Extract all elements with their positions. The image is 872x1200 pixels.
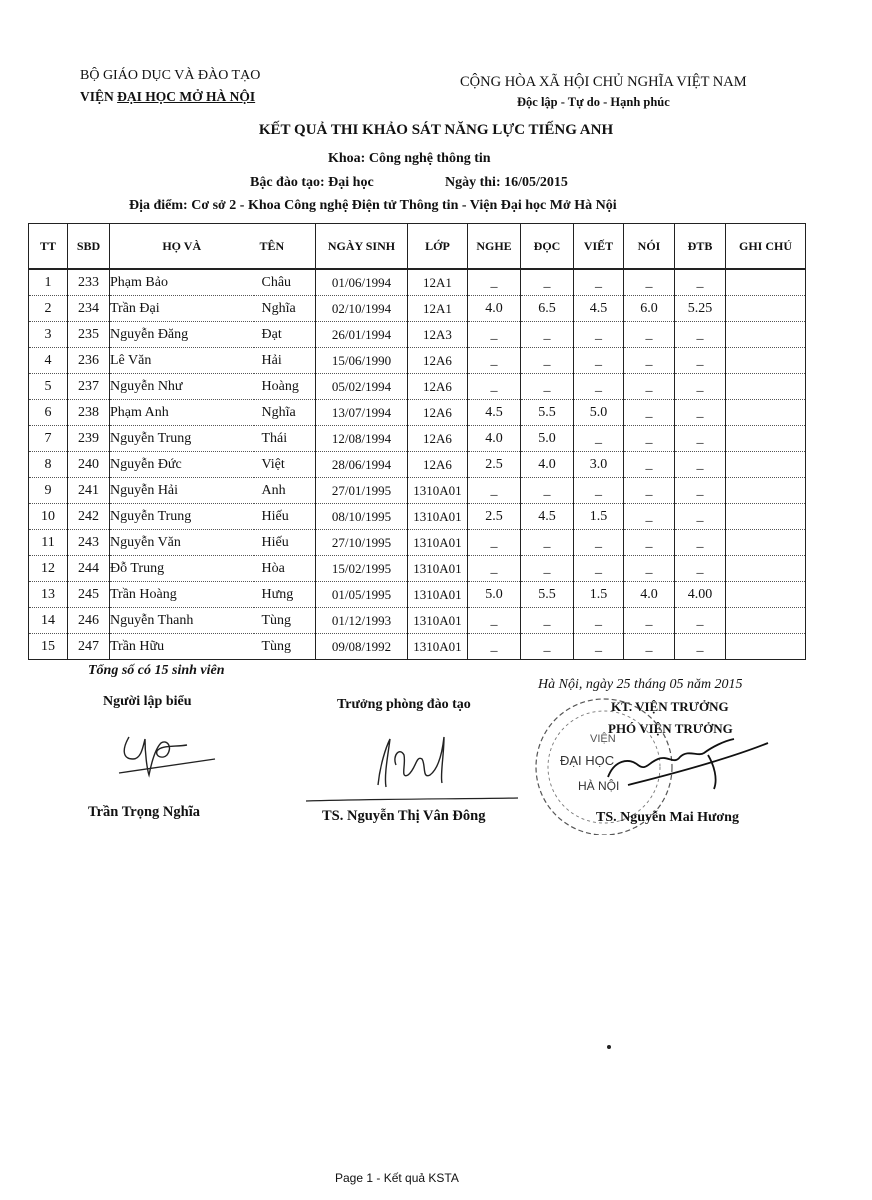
cell-sbd: 244	[68, 556, 110, 582]
cell-noi: _	[624, 556, 675, 582]
cell-ho: Nguyễn Hải	[110, 478, 254, 504]
cell-lop: 1310A01	[408, 504, 468, 530]
cell-viet: 1.5	[574, 582, 624, 608]
page-title: KẾT QUẢ THI KHẢO SÁT NĂNG LỰC TIẾNG ANH	[258, 122, 614, 138]
cell-sbd: 237	[68, 374, 110, 400]
cell-viet: _	[574, 269, 624, 296]
cell-viet: 1.5	[574, 504, 624, 530]
cell-dob: 08/10/1995	[316, 504, 408, 530]
cell-ghi-chu	[726, 348, 806, 374]
cell-lop: 1310A01	[408, 556, 468, 582]
cell-ten: Tùng	[254, 608, 316, 634]
cell-dtb: 5.25	[675, 296, 726, 322]
page-footer: Page 1 - Kết quả KSTA	[335, 1171, 459, 1185]
cell-lop: 1310A01	[408, 582, 468, 608]
cell-tt: 2	[29, 296, 68, 322]
cell-noi: _	[624, 374, 675, 400]
cell-lop: 12A1	[408, 296, 468, 322]
cell-noi: _	[624, 322, 675, 348]
cell-doc: _	[521, 478, 574, 504]
cell-tt: 4	[29, 348, 68, 374]
cell-sbd: 235	[68, 322, 110, 348]
col-dtb: ĐTB	[675, 224, 726, 270]
cell-tt: 11	[29, 530, 68, 556]
cell-dtb: _	[675, 269, 726, 296]
cell-tt: 14	[29, 608, 68, 634]
table-row	[29, 556, 806, 582]
cell-nghe: _	[468, 556, 521, 582]
cell-noi: _	[624, 269, 675, 296]
cell-ghi-chu	[726, 556, 806, 582]
table-row	[29, 504, 806, 530]
cell-tt: 8	[29, 452, 68, 478]
cell-ghi-chu	[726, 269, 806, 296]
cell-lop: 12A1	[408, 269, 468, 296]
cell-tt: 1	[29, 269, 68, 296]
cell-lop: 1310A01	[408, 634, 468, 660]
table-row	[29, 269, 806, 296]
cell-ten: Tùng	[254, 634, 316, 660]
col-nghe: NGHE	[468, 224, 521, 270]
cell-nghe: _	[468, 634, 521, 660]
cell-noi: _	[624, 504, 675, 530]
location-label: Địa điểm: Cơ sở 2 - Khoa Công nghệ Điện tử Thông tin - Viện Đại học Mở Hà Nội	[129, 198, 617, 213]
cell-ho: Nguyễn Văn	[110, 530, 254, 556]
cell-viet: _	[574, 322, 624, 348]
col-ghi-chu: GHI CHÚ	[726, 224, 806, 270]
cell-lop: 12A6	[408, 374, 468, 400]
director-title-2: PHÓ VIỆN TRƯỞNG	[608, 721, 733, 736]
cell-noi: _	[624, 634, 675, 660]
stamp-text-bottom: HÀ NỘI	[578, 779, 620, 793]
cell-dtb: _	[675, 530, 726, 556]
cell-dtb: _	[675, 426, 726, 452]
cell-doc: _	[521, 530, 574, 556]
cell-nghe: 5.0	[468, 582, 521, 608]
cell-ho: Nguyễn Đức	[110, 452, 254, 478]
cell-lop: 12A6	[408, 348, 468, 374]
cell-sbd: 239	[68, 426, 110, 452]
cell-ho: Trần Hữu	[110, 634, 254, 660]
cell-nghe: 4.5	[468, 400, 521, 426]
cell-dob: 28/06/1994	[316, 452, 408, 478]
cell-dtb: _	[675, 608, 726, 634]
total-students: Tổng số có 15 sinh viên	[88, 663, 225, 678]
table-header-row	[29, 224, 806, 270]
cell-noi: _	[624, 530, 675, 556]
cell-viet: _	[574, 374, 624, 400]
table-row	[29, 634, 806, 660]
preparer-name: Trần Trọng Nghĩa	[88, 804, 200, 820]
level-label: Bậc đào tạo: Đại học	[250, 175, 374, 190]
cell-doc: _	[521, 269, 574, 296]
cell-nghe: 2.5	[468, 504, 521, 530]
cell-sbd: 243	[68, 530, 110, 556]
cell-ten: Hiếu	[254, 504, 316, 530]
cell-nghe: _	[468, 374, 521, 400]
col-ten: TÊN	[254, 224, 316, 270]
cell-dob: 15/06/1990	[316, 348, 408, 374]
institute-name-underlined: ĐẠI HỌC MỞ HÀ NỘI	[117, 89, 256, 104]
results-table	[28, 223, 806, 660]
cell-ho: Lê Văn	[110, 348, 254, 374]
table-row	[29, 608, 806, 634]
cell-tt: 6	[29, 400, 68, 426]
cell-viet: 5.0	[574, 400, 624, 426]
cell-ghi-chu	[726, 296, 806, 322]
cell-dob: 05/02/1994	[316, 374, 408, 400]
stamp-text-middle: ĐẠI HỌC	[560, 753, 615, 768]
cell-lop: 12A3	[408, 322, 468, 348]
cell-viet: _	[574, 608, 624, 634]
table-row	[29, 400, 806, 426]
cell-nghe: 4.0	[468, 426, 521, 452]
table-row	[29, 426, 806, 452]
cell-doc: _	[521, 556, 574, 582]
cell-tt: 13	[29, 582, 68, 608]
cell-dtb: _	[675, 556, 726, 582]
cell-doc: _	[521, 634, 574, 660]
place-date: Hà Nội, ngày 25 tháng 05 năm 2015	[538, 677, 743, 692]
exam-date-label: Ngày thi: 16/05/2015	[445, 175, 568, 190]
table-row	[29, 452, 806, 478]
cell-dtb: _	[675, 322, 726, 348]
cell-ghi-chu	[726, 426, 806, 452]
cell-ho: Phạm Bảo	[110, 269, 254, 296]
cell-ho: Nguyễn Đăng	[110, 322, 254, 348]
cell-viet: 4.5	[574, 296, 624, 322]
cell-doc: _	[521, 348, 574, 374]
faculty-label: Khoa: Công nghệ thông tin	[328, 151, 491, 166]
col-noi: NÓI	[624, 224, 675, 270]
cell-ten: Hòa	[254, 556, 316, 582]
cell-ghi-chu	[726, 634, 806, 660]
cell-ho: Phạm Anh	[110, 400, 254, 426]
cell-tt: 15	[29, 634, 68, 660]
cell-ten: Hải	[254, 348, 316, 374]
cell-doc: _	[521, 322, 574, 348]
cell-ghi-chu	[726, 530, 806, 556]
cell-tt: 5	[29, 374, 68, 400]
cell-viet: _	[574, 530, 624, 556]
cell-ten: Anh	[254, 478, 316, 504]
cell-lop: 12A6	[408, 426, 468, 452]
cell-dob: 02/10/1994	[316, 296, 408, 322]
scan-dot	[607, 1045, 611, 1049]
col-ngay-sinh: NGÀY SINH	[316, 224, 408, 270]
cell-ho: Nguyễn Trung	[110, 426, 254, 452]
col-sbd: SBD	[68, 224, 110, 270]
cell-dob: 01/12/1993	[316, 608, 408, 634]
cell-ghi-chu	[726, 374, 806, 400]
cell-sbd: 236	[68, 348, 110, 374]
cell-noi: 6.0	[624, 296, 675, 322]
cell-nghe: 2.5	[468, 452, 521, 478]
cell-lop: 1310A01	[408, 530, 468, 556]
cell-viet: _	[574, 634, 624, 660]
cell-ten: Việt	[254, 452, 316, 478]
col-ho-va: HỌ VÀ	[110, 224, 254, 270]
cell-doc: 5.5	[521, 400, 574, 426]
cell-noi: 4.0	[624, 582, 675, 608]
cell-ho: Trần Hoàng	[110, 582, 254, 608]
cell-lop: 12A6	[408, 452, 468, 478]
institute-prefix: VIỆN	[80, 89, 118, 104]
cell-sbd: 246	[68, 608, 110, 634]
cell-dtb: _	[675, 374, 726, 400]
cell-nghe: _	[468, 608, 521, 634]
col-tt: TT	[29, 224, 68, 270]
cell-dtb: _	[675, 400, 726, 426]
table-row	[29, 478, 806, 504]
cell-dob: 15/02/1995	[316, 556, 408, 582]
cell-noi: _	[624, 452, 675, 478]
cell-ghi-chu	[726, 322, 806, 348]
cell-dtb: _	[675, 504, 726, 530]
cell-doc: _	[521, 374, 574, 400]
cell-dob: 01/05/1995	[316, 582, 408, 608]
col-lop: LỚP	[408, 224, 468, 270]
cell-ten: Nghĩa	[254, 400, 316, 426]
cell-dob: 12/08/1994	[316, 426, 408, 452]
col-doc: ĐỌC	[521, 224, 574, 270]
cell-ho: Trần Đại	[110, 296, 254, 322]
cell-nghe: _	[468, 269, 521, 296]
cell-viet: 3.0	[574, 452, 624, 478]
cell-sbd: 247	[68, 634, 110, 660]
cell-ho: Nguyễn Trung	[110, 504, 254, 530]
stamp-text-top: VIỆN	[590, 733, 616, 745]
preparer-title: Người lập biểu	[103, 694, 192, 709]
cell-tt: 7	[29, 426, 68, 452]
cell-ten: Hoàng	[254, 374, 316, 400]
cell-noi: _	[624, 400, 675, 426]
cell-dob: 27/01/1995	[316, 478, 408, 504]
table-row	[29, 322, 806, 348]
director-title-1: KT. VIỆN TRƯỞNG	[611, 699, 729, 714]
cell-sbd: 241	[68, 478, 110, 504]
cell-sbd: 245	[68, 582, 110, 608]
table-row	[29, 296, 806, 322]
cell-viet: _	[574, 426, 624, 452]
cell-doc: 4.0	[521, 452, 574, 478]
cell-sbd: 240	[68, 452, 110, 478]
cell-ten: Nghĩa	[254, 296, 316, 322]
cell-dtb: _	[675, 634, 726, 660]
cell-viet: _	[574, 478, 624, 504]
cell-tt: 12	[29, 556, 68, 582]
training-head-name: TS. Nguyễn Thị Vân Đông	[322, 808, 486, 824]
cell-dob: 09/08/1992	[316, 634, 408, 660]
cell-lop: 1310A01	[408, 478, 468, 504]
country-title: CỘNG HÒA XÃ HỘI CHỦ NGHĨA VIỆT NAM	[460, 74, 747, 90]
cell-dob: 26/01/1994	[316, 322, 408, 348]
cell-ghi-chu	[726, 400, 806, 426]
cell-ten: Hưng	[254, 582, 316, 608]
cell-nghe: _	[468, 322, 521, 348]
cell-dob: 27/10/1995	[316, 530, 408, 556]
cell-ten: Thái	[254, 426, 316, 452]
cell-viet: _	[574, 348, 624, 374]
col-viet: VIẾT	[574, 224, 624, 270]
cell-sbd: 238	[68, 400, 110, 426]
cell-ten: Hiếu	[254, 530, 316, 556]
cell-nghe: _	[468, 348, 521, 374]
training-head-signature	[300, 725, 520, 805]
cell-sbd: 242	[68, 504, 110, 530]
table-row	[29, 582, 806, 608]
cell-ghi-chu	[726, 608, 806, 634]
cell-nghe: _	[468, 478, 521, 504]
cell-nghe: 4.0	[468, 296, 521, 322]
cell-dtb: _	[675, 452, 726, 478]
cell-ho: Đỗ Trung	[110, 556, 254, 582]
cell-lop: 12A6	[408, 400, 468, 426]
cell-noi: _	[624, 426, 675, 452]
cell-dob: 13/07/1994	[316, 400, 408, 426]
cell-noi: _	[624, 348, 675, 374]
cell-tt: 10	[29, 504, 68, 530]
preparer-signature	[115, 725, 225, 785]
cell-doc: 5.0	[521, 426, 574, 452]
cell-tt: 3	[29, 322, 68, 348]
cell-sbd: 233	[68, 269, 110, 296]
cell-noi: _	[624, 608, 675, 634]
cell-nghe: _	[468, 530, 521, 556]
cell-ghi-chu	[726, 452, 806, 478]
cell-ten: Đạt	[254, 322, 316, 348]
cell-doc: _	[521, 608, 574, 634]
country-motto: Độc lập - Tự do - Hạnh phúc	[517, 95, 670, 109]
cell-dtb: _	[675, 478, 726, 504]
cell-ghi-chu	[726, 478, 806, 504]
table-row	[29, 374, 806, 400]
table-row	[29, 348, 806, 374]
cell-ho: Nguyễn Như	[110, 374, 254, 400]
cell-ho: Nguyễn Thanh	[110, 608, 254, 634]
cell-sbd: 234	[68, 296, 110, 322]
cell-doc: 6.5	[521, 296, 574, 322]
cell-dtb: 4.00	[675, 582, 726, 608]
institute-name	[80, 89, 255, 105]
director-name: TS. Nguyễn Mai Hương	[596, 810, 739, 825]
cell-ten: Châu	[254, 269, 316, 296]
table-row	[29, 530, 806, 556]
cell-ghi-chu	[726, 504, 806, 530]
cell-dtb: _	[675, 348, 726, 374]
cell-doc: 5.5	[521, 582, 574, 608]
cell-noi: _	[624, 478, 675, 504]
cell-tt: 9	[29, 478, 68, 504]
cell-lop: 1310A01	[408, 608, 468, 634]
cell-viet: _	[574, 556, 624, 582]
cell-dob: 01/06/1994	[316, 269, 408, 296]
training-head-title: Trưởng phòng đào tạo	[337, 697, 471, 712]
cell-doc: 4.5	[521, 504, 574, 530]
ministry-name: BỘ GIÁO DỤC VÀ ĐÀO TẠO	[80, 68, 261, 83]
cell-ghi-chu	[726, 582, 806, 608]
